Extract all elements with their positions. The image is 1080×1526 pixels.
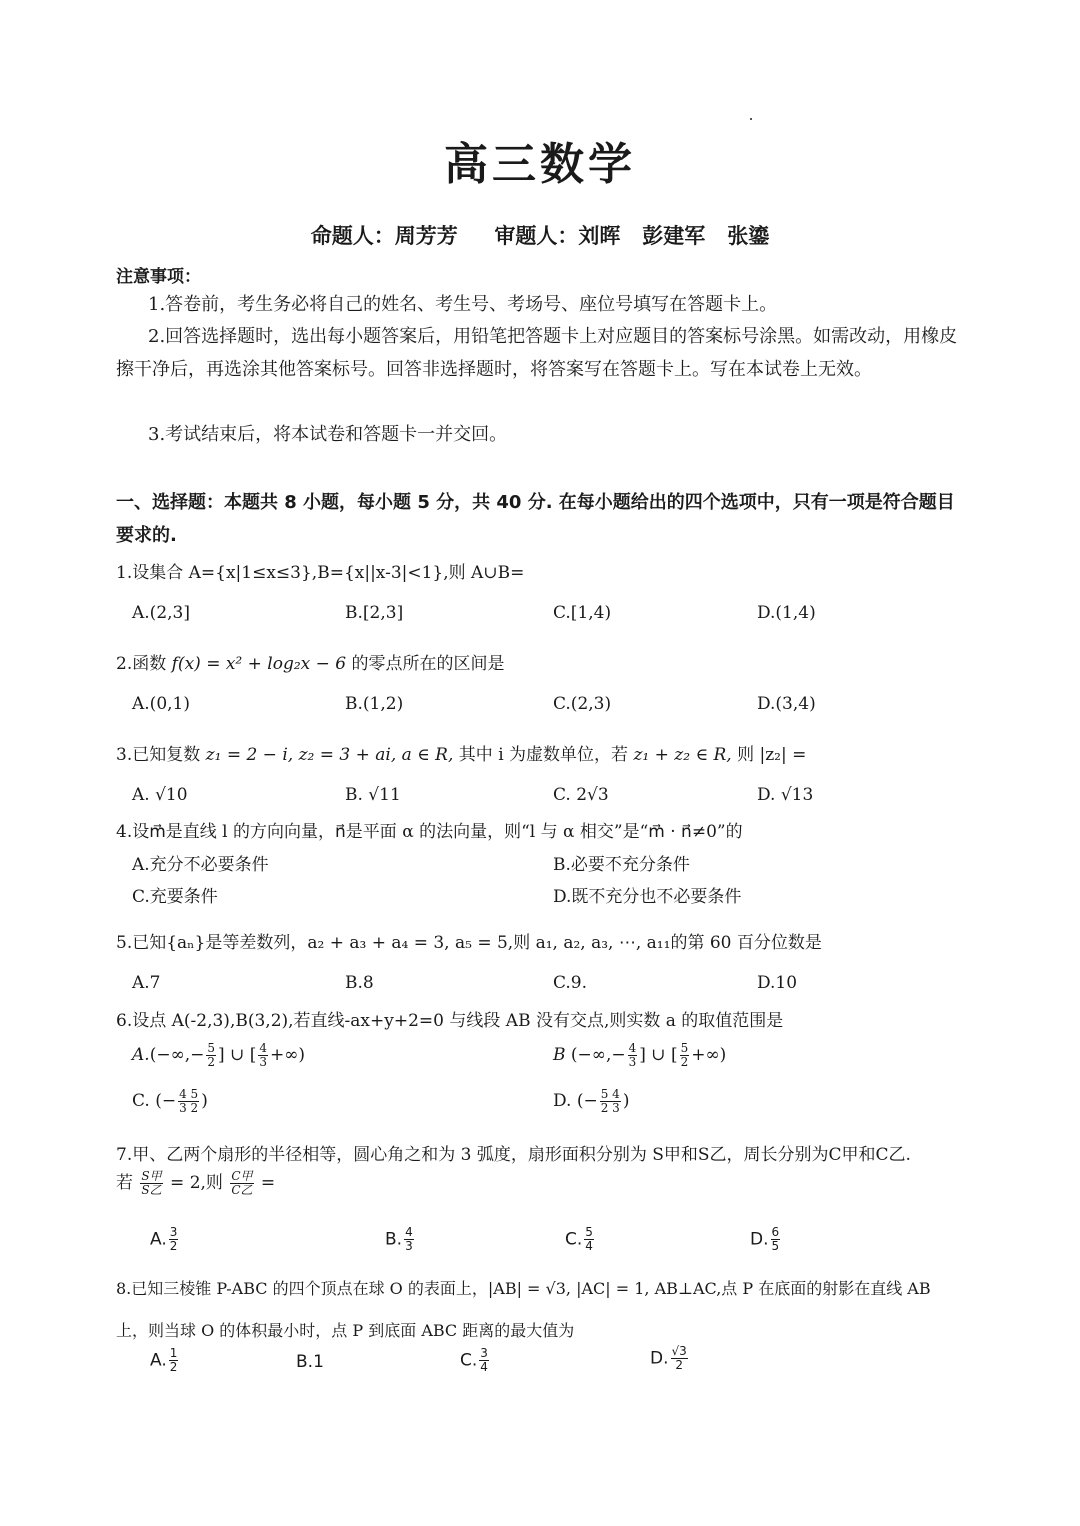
question-3-mid: 其中 i 为虚数单位，若 <box>458 745 629 765</box>
interval-close: ] <box>218 1045 225 1065</box>
union-symbol: ∪ <box>230 1045 245 1065</box>
question-7-option-d: D. $\frac{6}{5}$ <box>750 1225 780 1253</box>
question-2-option-d: D.(3,4) <box>757 694 816 714</box>
question-4-option-a: A.充分不必要条件 <box>132 855 269 875</box>
question-3-option-b: B. √11 <box>345 785 401 805</box>
fraction: $\frac{4}{3}$ <box>259 1041 267 1069</box>
question-6-stem: 6.设点 A(-2,3),B(3,2),若直线-ax+y+2=0 与线段 AB 没有交点,则实数 a 的取值范围是 <box>116 1011 784 1031</box>
question-3-expr2: z₁ + z₂ ∈ R, <box>633 745 732 765</box>
question-6-option-d <box>553 1088 629 1115</box>
question-8-option-c: C. $\frac{3}{4}$ <box>460 1346 488 1374</box>
notice-item-2: 2.回答选择题时，选出每小题答案后，用铅笔把答题卡上对应题目的答案标号涂黑。如需改动，用橡皮擦干净后，再选涂其他答案标号。回答非选择题时，将答案写在答题卡上。写在本试卷上无效。 <box>116 326 958 380</box>
question-8-stem: 8.已知三棱锥 P-ABC 的四个顶点在球 O 的表面上，|AB| = √3, |AC| = 1, AB⊥AC,点 P 在底面的射影在直线 AB <box>116 1279 931 1298</box>
question-5-stem: 5.已知{aₙ}是等差数列，a₂ + a₃ + a₄ = 3, a₅ = 5,则 a₁, a₂, a₃, ⋯, a₁₁的第 60 百分位数是 <box>116 933 822 953</box>
question-2-suffix: 的零点所在的区间是 <box>351 654 505 674</box>
question-1-option-b: B.[2,3] <box>345 603 404 623</box>
question-1-option-a: A.(2,3] <box>132 603 190 623</box>
notice-item-1: 1.答卷前，考生务必将自己的姓名、考生号、考场号、座位号填写在答题卡上。 <box>148 294 778 315</box>
question-3-option-a: A. √10 <box>132 785 188 805</box>
notice-item-3: 3.考试结束后，将本试卷和答题卡一并交回。 <box>148 424 508 445</box>
union-symbol: ∪ <box>651 1045 666 1065</box>
question-5-option-a: A.7 <box>132 973 161 993</box>
authors-line: 命题人：周芳芳 审题人：刘晖 彭建军 张鎏 <box>310 224 770 248</box>
question-4-stem: 4.设m⃗是直线 l 的方向向量，n⃗是平面 α 的法向量，则“l 与 α 相交”是“m⃗ · n⃗≠0”的 <box>116 822 743 842</box>
fraction: $\frac{5}{2}$ <box>207 1041 216 1069</box>
option-label: C. <box>132 1091 150 1111</box>
question-7-if: 若 <box>116 1173 133 1193</box>
page-title: 高三数学 <box>444 139 636 190</box>
question-7-eq2: = 2,则 <box>170 1173 223 1193</box>
question-5-option-d: D.10 <box>757 973 798 993</box>
interval-close: ) <box>622 1091 630 1111</box>
interval-part: +∞) <box>270 1045 306 1065</box>
question-7-option-c: C. $\frac{5}{4}$ <box>565 1225 593 1253</box>
question-8-option-d: D. $\frac{√3}{2}$ <box>650 1344 687 1372</box>
question-5-option-b: B.8 <box>345 973 374 993</box>
question-3-expr: z₁ = 2 − i, z₂ = 3 + ai, a ∈ R, <box>205 745 454 765</box>
interval-close: ] <box>639 1045 646 1065</box>
question-7-eq: = <box>260 1173 276 1193</box>
question-8-option-a: A. $\frac{1}{2}$ <box>150 1346 178 1374</box>
question-3-stem <box>116 740 806 765</box>
question-7-stem: 7.甲、乙两个扇形的半径相等，圆心角之和为 3 弧度，扇形面积分别为 S甲和S乙，周长分别为C甲和C乙. <box>116 1145 911 1165</box>
question-2-function: f(x) = x² + log₂x − 6 <box>171 654 347 674</box>
question-4-option-b: B.必要不充分条件 <box>553 855 690 875</box>
question-6-option-b <box>553 1042 726 1069</box>
interval-open: [ <box>249 1045 257 1065</box>
question-2-option-b: B.(1,2) <box>345 694 404 714</box>
question-7-option-b: B. $\frac{4}{3}$ <box>385 1225 413 1253</box>
question-3-option-c: C. 2√3 <box>553 785 609 805</box>
interval-open: (− <box>576 1091 598 1111</box>
question-7-option-a: A. $\frac{3}{2}$ <box>150 1225 178 1253</box>
fraction: $\frac{4 5}{3 2}$ <box>179 1087 199 1115</box>
question-2-prefix: 2.函数 <box>116 654 167 674</box>
question-2-option-a: A.(0,1) <box>132 694 190 714</box>
question-5-option-c: C.9. <box>553 973 588 993</box>
area-ratio-fraction: $\frac{\text{S甲}}{\text{S乙}}$ <box>141 1169 162 1197</box>
question-2-stem <box>116 649 505 674</box>
option-label: D. <box>553 1091 572 1111</box>
scan-speck <box>750 118 752 120</box>
interval-part: (−∞,− <box>149 1045 205 1065</box>
interval-open: (− <box>155 1091 177 1111</box>
question-2-option-c: C.(2,3) <box>553 694 612 714</box>
section-heading: 一、选择题：本题共 8 小题，每小题 5 分，共 40 分. 在每小题给出的四个选项中，只有一项是符合题目要求的. <box>116 492 955 546</box>
question-1-stem: 1.设集合 A={x|1≤x≤3},B={x||x-3|<1},则 A∪B= <box>116 563 525 583</box>
option-label: A. <box>132 1045 150 1065</box>
question-4-option-c: C.充要条件 <box>132 887 218 907</box>
option-label: B <box>553 1045 566 1065</box>
question-7-line2 <box>116 1168 275 1197</box>
question-8-line2: 上，则当球 O 的体积最小时，点 P 到底面 ABC 距离的最大值为 <box>116 1321 575 1340</box>
notice-heading: 注意事项： <box>116 267 201 287</box>
fraction: $\frac{5}{2}$ <box>680 1041 689 1069</box>
interval-part: (−∞,− <box>570 1045 626 1065</box>
question-4-option-d: D.既不充分也不必要条件 <box>553 887 742 907</box>
question-6-option-c <box>132 1088 208 1115</box>
question-1-option-c: C.[1,4) <box>553 603 612 623</box>
fraction: $\frac{5 4}{2 3}$ <box>600 1087 620 1115</box>
perimeter-ratio-fraction: $\frac{\text{C甲}}{\text{C乙}}$ <box>231 1169 253 1197</box>
interval-close: ) <box>201 1091 208 1111</box>
question-8-option-b: B.1 <box>296 1352 324 1372</box>
question-3-prefix: 3.已知复数 <box>116 745 201 765</box>
interval-part: +∞) <box>691 1045 727 1065</box>
question-6-option-a <box>132 1042 305 1069</box>
interval-open: [ <box>670 1045 678 1065</box>
fraction: $\frac{4}{3}$ <box>628 1041 637 1069</box>
question-3-option-d: D. √13 <box>757 785 814 805</box>
question-1-option-d: D.(1,4) <box>757 603 816 623</box>
question-3-suffix: 则 |z₂| = <box>737 745 807 765</box>
